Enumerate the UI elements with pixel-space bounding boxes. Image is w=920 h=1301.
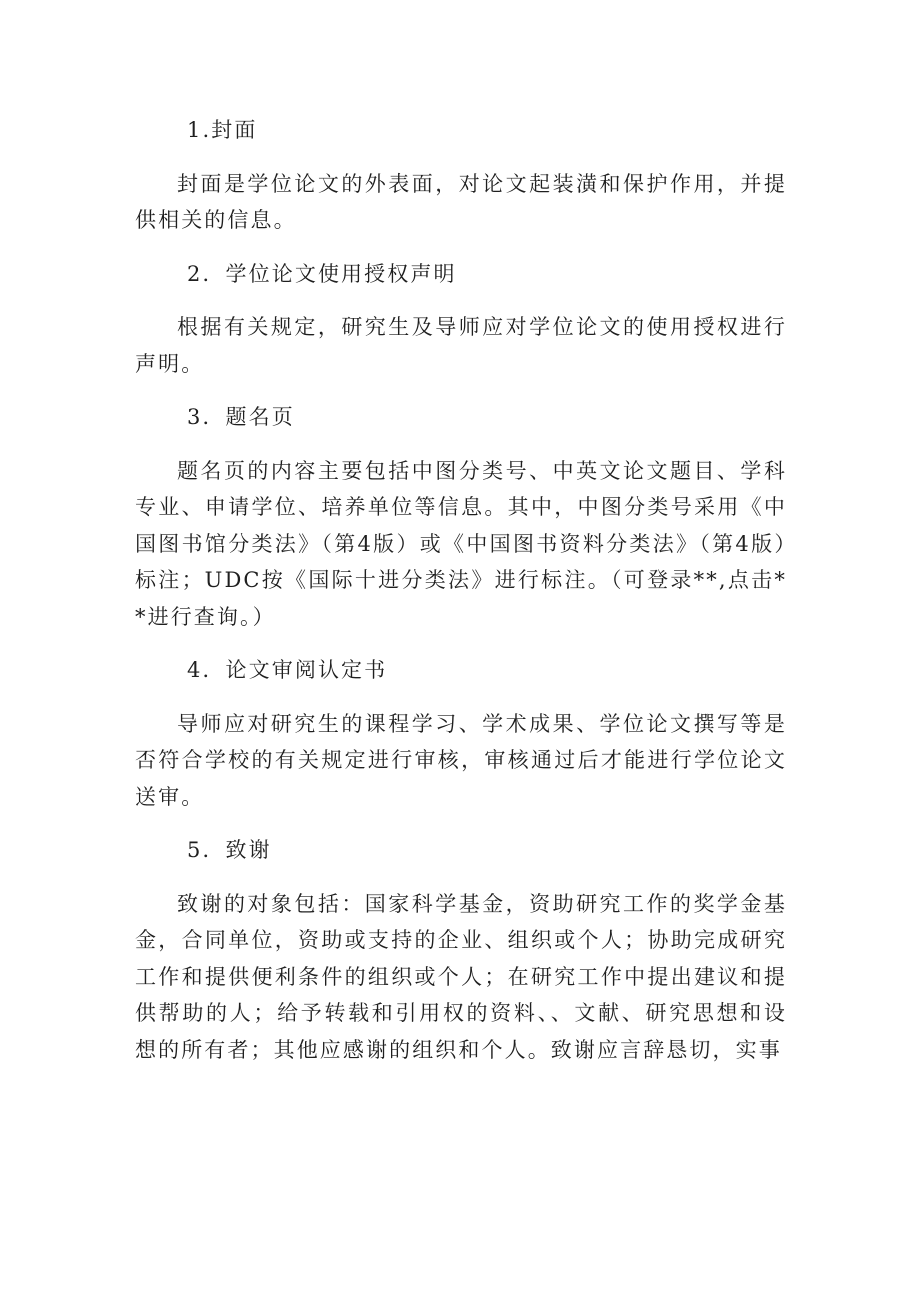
section-paragraph: 致谢的对象包括：国家科学基金，资助研究工作的奖学金基金，合同单位，资助或支持的企业、组织或个人；协助完成研究工作和提供便利条件的组织或个人；在研究工作中提出建议和提供帮助的人；给予转载和引用权的资料、、文献、研究思想和设想的所有者；其他应感谢的组织和个人。致谢应言辞恳切，实事: [135, 891, 787, 1062]
section-heading: 1.封面: [187, 118, 258, 142]
section-heading: 4．论文审阅认定书: [187, 658, 388, 682]
section-heading: 5．致谢: [187, 838, 272, 862]
section-paragraph: 导师应对研究生的课程学习、学术成果、学位论文撰写等是否符合学校的有关规定进行审核，审核通过后才能进行学位论文送审。: [135, 711, 787, 809]
section-paragraph: 封面是学位论文的外表面，对论文起装潢和保护作用，并提供相关的信息。: [135, 171, 787, 232]
section-paragraph: 根据有关规定，研究生及导师应对学位论文的使用授权进行声明。: [135, 315, 787, 376]
section-paragraph: 题名页的内容主要包括中图分类号、中英文论文题目、学科专业、申请学位、培养单位等信息。其中，中图分类号采用《中国图书馆分类法》（第4版）或《中国图书资料分类法》（第4版）标注；UDC按《国际十进分类法》进行标注。（可登录**,点击**进行查询。）: [135, 458, 787, 629]
section-heading: 3．题名页: [187, 405, 295, 429]
section-heading: 2．学位论文使用授权声明: [187, 261, 457, 286]
document-body: [135, 112, 787, 1085]
